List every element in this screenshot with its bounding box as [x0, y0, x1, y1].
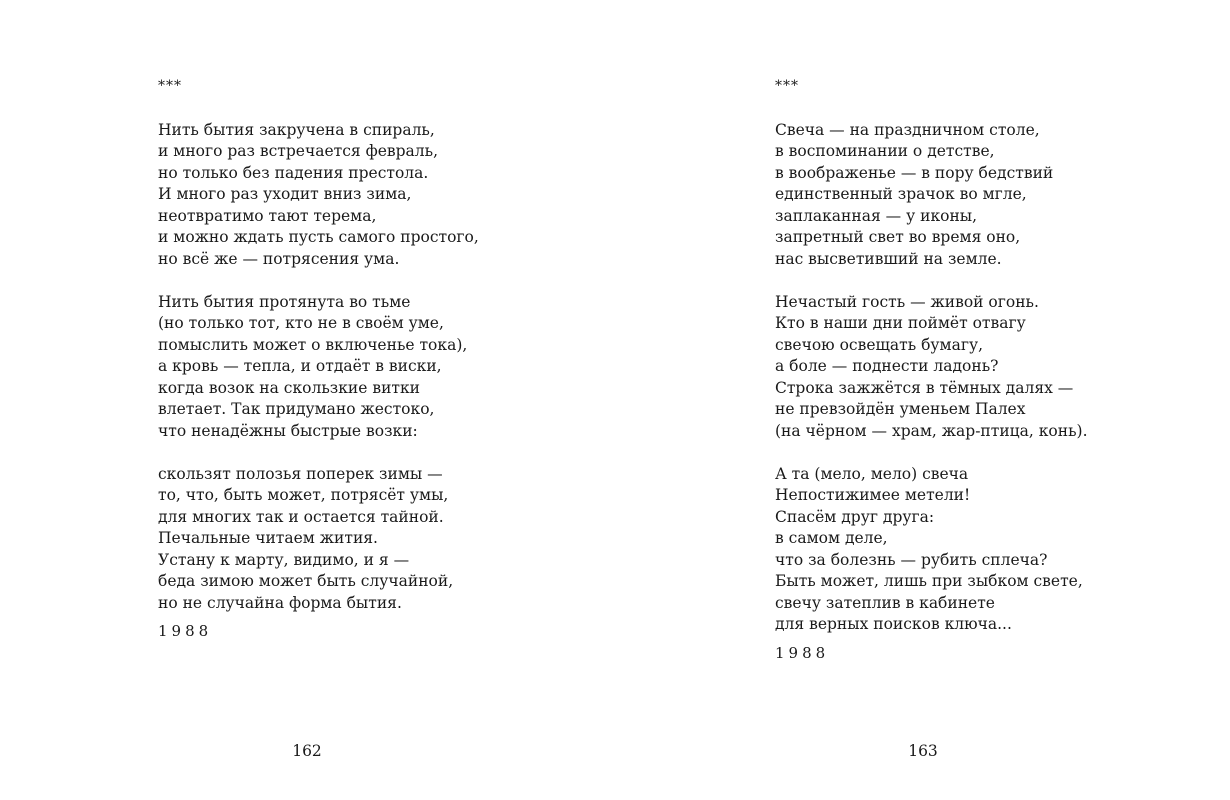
poem-line: (на чёрном — храм, жар-птица, конь). [775, 421, 1088, 440]
poem-line: а кровь — тепла, и отдаёт в виски, [158, 357, 442, 375]
poem-year: 1988 [775, 643, 830, 662]
poem-line: беда зимою может быть случайной, [158, 572, 454, 590]
poem-line: Нить бытия протянута во тьме [158, 292, 411, 311]
poem-separator: *** [158, 78, 182, 94]
stanza [158, 120, 479, 271]
poem-line: и много раз встречается февраль, [158, 142, 439, 160]
poem-line: помыслить может о включенье тока), [158, 335, 468, 354]
poem-line: в самом деле, [775, 529, 888, 547]
poem-line: но всё же — потрясения ума. [158, 249, 400, 268]
poem-line: в воображенье — в пору бедствий [775, 163, 1054, 182]
poem-line: неотвратимо тают терема, [158, 206, 377, 225]
poem-line: А та (мело, мело) свеча [775, 464, 969, 483]
poem-line: скользят полозья поперек зимы — [158, 464, 443, 483]
poem-separator: *** [775, 78, 799, 94]
poem-line: для верных поисков ключа... [775, 615, 1012, 633]
poem-line: Строка зажжётся в тёмных далях — [775, 378, 1074, 397]
poem-line: Быть может, лишь при зыбком свете, [775, 572, 1083, 590]
poem-line: заплаканная — у иконы, [775, 206, 978, 225]
poem-line: свечою освещать бумагу, [775, 335, 984, 354]
poem-line: но не случайна форма бытия. [158, 593, 402, 612]
poem-line: (но только тот, кто не в своём уме, [158, 314, 444, 332]
stanza [775, 120, 1088, 271]
poem-line: влетает. Так придумано жестоко, [158, 400, 435, 418]
poem-line: запретный свет во время оно, [775, 228, 1021, 246]
poem-line: что за болезнь — рубить сплеча? [775, 550, 1048, 569]
poem-line: и можно ждать пусть самого простого, [158, 228, 479, 246]
poem-line: Непостижимее метели! [775, 486, 971, 504]
poem-line: И много раз уходит вниз зима, [158, 185, 412, 203]
poem-line: Кто в наши дни поймёт отвагу [775, 314, 1026, 332]
poem-line: Печальные читаем жития. [158, 529, 378, 547]
poem-line: не превзойдён уменьем Палех [775, 400, 1026, 418]
poem-year: 1988 [158, 622, 213, 640]
poem-line: что ненадёжны быстрые возки: [158, 421, 418, 440]
poem-line: Свеча — на праздничном столе, [775, 120, 1040, 139]
poem-line: когда возок на скользкие витки [158, 378, 421, 397]
page-number: 162 [292, 742, 322, 760]
poem-line: Нечастый гость — живой огонь. [775, 292, 1039, 311]
poem-line: нас высветивший на земле. [775, 249, 1002, 268]
poem-line: но только без падения престола. [158, 163, 429, 182]
poem-line: Устану к марту, видимо, и я — [158, 550, 410, 569]
stanza [775, 464, 1088, 636]
page-number: 163 [908, 742, 938, 760]
stanza [158, 464, 479, 615]
poem-line: свечу затеплив в кабинете [775, 593, 995, 612]
poem-line: а боле — поднести ладонь? [775, 357, 999, 375]
stanza [775, 292, 1088, 443]
stanza [158, 292, 479, 443]
poem-line: Спасём друг друга: [775, 507, 935, 526]
poem-line: для многих так и остается тайной. [158, 507, 444, 526]
poem-line: в воспоминании о детстве, [775, 142, 995, 160]
poem-left [158, 76, 479, 643]
poem-right [775, 76, 1088, 664]
poem-line: то, что, быть может, потрясёт умы, [158, 486, 449, 504]
poem-line: Нить бытия закручена в спираль, [158, 120, 435, 139]
poem-line: единственный зрачок во мгле, [775, 185, 1027, 203]
right-page [615, 0, 1230, 800]
